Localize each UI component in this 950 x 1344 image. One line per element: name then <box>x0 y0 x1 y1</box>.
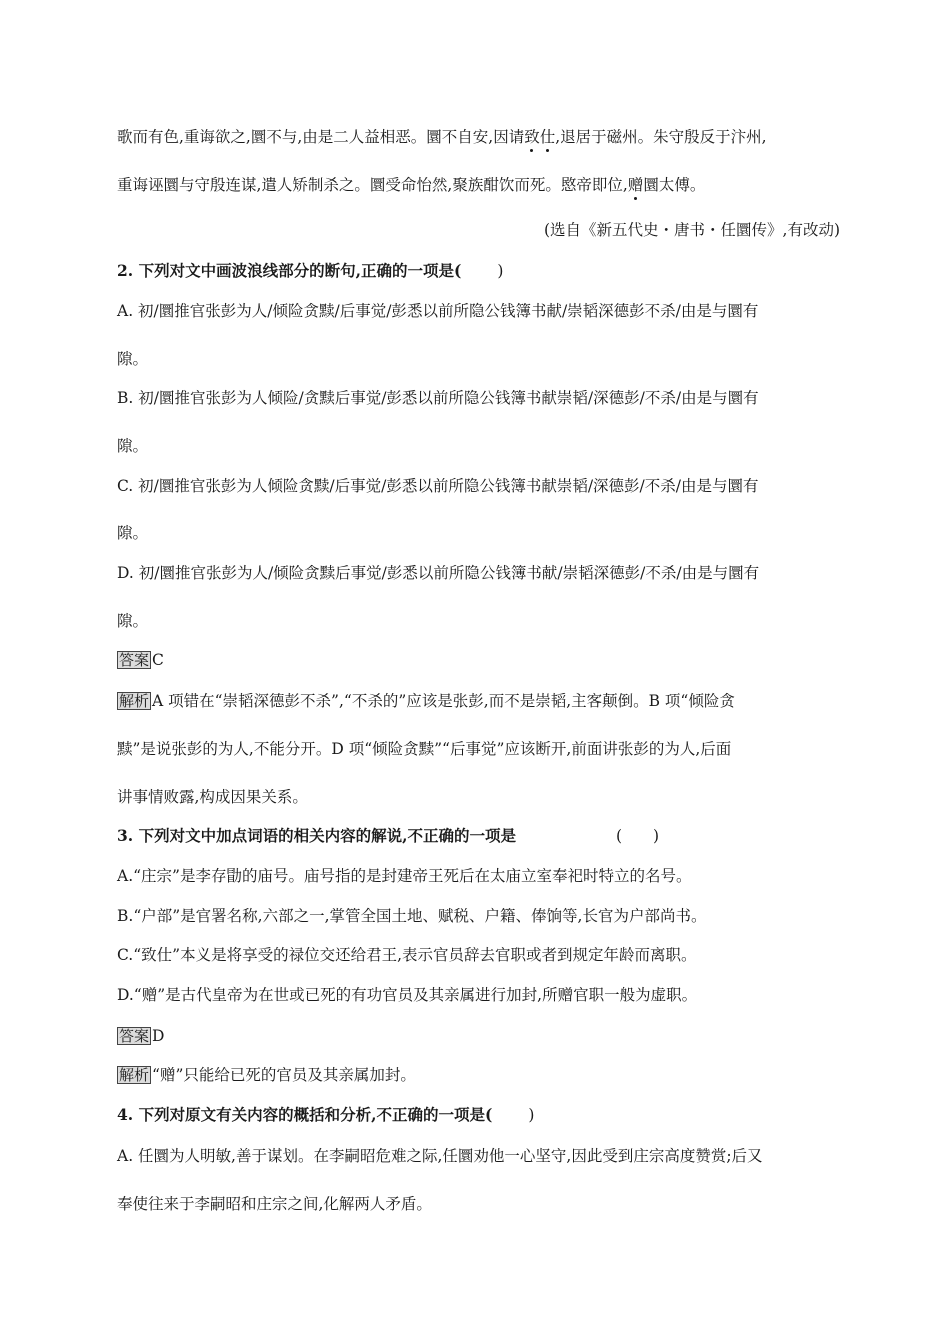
emphasis-dot-char: 仕 <box>539 128 556 146</box>
q3-option-a: A.“庄宗”是李存勖的庙号。庙号指的是封建帝王死后在太庙立室奉祀时特立的名号。 <box>117 867 692 885</box>
passage-source: (选自《新五代史・唐书・任圜传》,有改动) <box>543 221 840 239</box>
analysis-tag: 解析 <box>119 1066 150 1084</box>
q2-analysis-cont-1: 黩”是说张彭的为人,不能分开。D 项“倾险贪黩”“后事觉”应该断开,前面讲张彭的为人,后面 <box>117 740 732 758</box>
q4-option-a-cont: 奉使往来于李嗣昭和庄宗之间,化解两人矛盾。 <box>117 1195 432 1213</box>
question-3-stem: 3. 下列对文中加点词语的相关内容的解说,不正确的一项是 ( ) <box>117 826 660 845</box>
q3-option-d: D.“赠”是古代皇帝为在世或已死的有功官员及其亲属进行加封,所赠官职一般为虚职。 <box>117 986 698 1004</box>
q2-option-b: B. 初/圜推官张彭为人倾险/贪黩后事觉/彭悉以前所隐公钱簿书献崇韬/深德彭/不杀/由是与圜有 <box>117 389 759 407</box>
q2-answer: 答案 C <box>119 651 164 669</box>
q2-option-c-cont: 隙。 <box>117 524 149 542</box>
q2-analysis-cont-2: 讲事情败露,构成因果关系。 <box>117 788 308 806</box>
q3-option-c: C.“致仕”本义是将享受的禄位交还给君王,表示官员辞去官职或者到规定年龄而离职。 <box>117 946 697 964</box>
analysis-tag: 解析 <box>119 692 150 710</box>
q2-analysis: 解析 A 项错在“崇韬深德彭不杀”,“不杀的”应该是张彭,而不是崇韬,主客颠倒。B 项“倾险贪 <box>119 692 735 710</box>
q2-option-a: A. 初/圜推官张彭为人/倾险贪黩/后事觉/彭悉以前所隐公钱簿书献/崇韬深德彭不杀/由是与圜有 <box>117 302 759 320</box>
q3-answer: 答案 D <box>119 1027 165 1045</box>
question-4-stem: 4. 下列对原文有关内容的概括和分析,不正确的一项是( ) <box>117 1105 535 1124</box>
answer-tag: 答案 <box>119 651 150 669</box>
q3-analysis: 解析 “赠”只能给已死的官员及其亲属加封。 <box>119 1066 416 1084</box>
q3-option-b: B.“户部”是官署名称,六部之一,掌管全国土地、赋税、户籍、俸饷等,长官为户部尚书。 <box>117 907 707 925</box>
q2-option-a-cont: 隙。 <box>117 350 149 368</box>
q4-option-a: A. 任圜为人明敏,善于谋划。在李嗣昭危难之际,任圜劝他一心坚守,因此受到庄宗高度赞赏;后又 <box>117 1147 763 1165</box>
passage-line-1: 歌而有色,重诲欲之,圜不与,由是二人益相恶。圜不自安,因请致仕,退居于磁州。朱守殷反于汴州, <box>117 128 767 146</box>
emphasis-dot-char: 赠 <box>627 176 644 194</box>
q2-option-d: D. 初/圜推官张彭为人/倾险贪黩后事觉/彭悉以前所隐公钱簿书献/崇韬深德彭/不杀/由是与圜有 <box>117 564 760 582</box>
q2-option-b-cont: 隙。 <box>117 437 149 455</box>
emphasis-dot-char: 致 <box>524 128 540 146</box>
answer-tag: 答案 <box>119 1027 150 1045</box>
question-2-stem: 2. 下列对文中画波浪线部分的断句,正确的一项是( ) <box>117 261 504 280</box>
q2-option-c: C. 初/圜推官张彭为人倾险贪黩/后事觉/彭悉以前所隐公钱簿书献崇韬/深德彭/不杀/由是与圜有 <box>117 477 759 495</box>
q2-option-d-cont: 隙。 <box>117 612 149 630</box>
passage-line-2: 重诲诬圜与守殷连谋,遣人矫制杀之。圜受命怡然,聚族酣饮而死。愍帝即位,赠圜太傅。 <box>117 176 706 194</box>
